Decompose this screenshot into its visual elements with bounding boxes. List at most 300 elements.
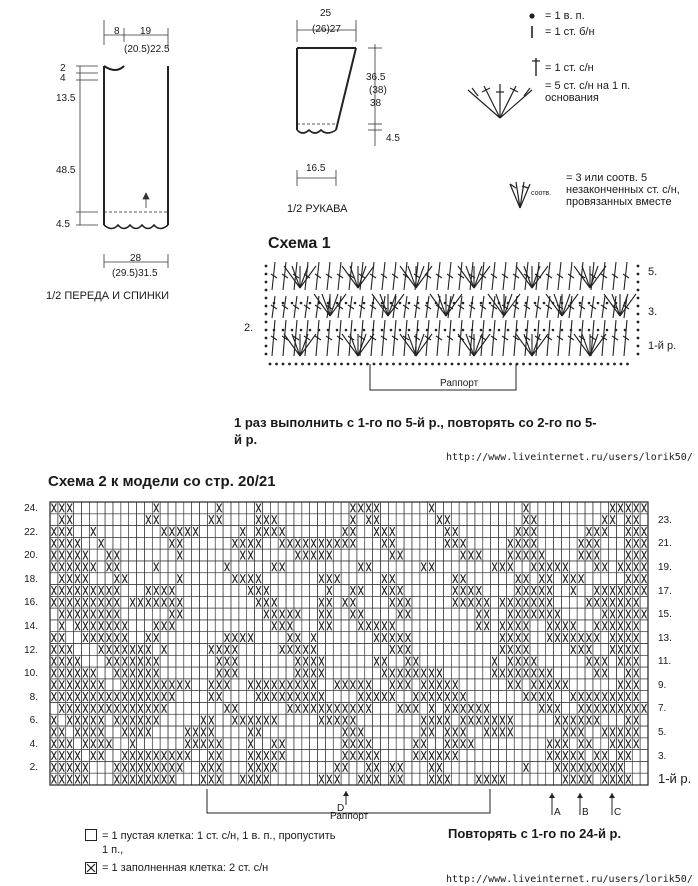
grid-cell bbox=[554, 726, 562, 738]
grid-cell bbox=[278, 585, 286, 597]
grid-cell bbox=[262, 738, 270, 750]
grid-cell-filled bbox=[445, 692, 450, 701]
grid-cell bbox=[310, 773, 318, 785]
grid-cell-filled bbox=[358, 692, 363, 701]
grid-cell-filled bbox=[138, 716, 143, 725]
grid-cell-filled bbox=[374, 751, 379, 760]
grid-cell bbox=[459, 632, 467, 644]
grid-cell bbox=[617, 514, 625, 526]
grid-cell-filled bbox=[75, 610, 80, 619]
grid-cell bbox=[459, 561, 467, 573]
grid-cell bbox=[467, 573, 475, 585]
grid-cell-filled bbox=[382, 692, 387, 701]
grid-cell bbox=[105, 526, 113, 538]
grid-cell-filled bbox=[547, 669, 552, 678]
grid-cell-filled bbox=[421, 669, 426, 678]
grid-cell bbox=[325, 761, 333, 773]
grid-cell-filled bbox=[398, 763, 403, 772]
grid-cell bbox=[388, 702, 396, 714]
grid-cell bbox=[491, 632, 499, 644]
grid-cell bbox=[144, 573, 152, 585]
grid-cell-filled bbox=[374, 763, 379, 772]
grid-cell bbox=[601, 537, 609, 549]
grid-cell bbox=[231, 585, 239, 597]
grid-cell-filled bbox=[288, 633, 293, 642]
grid-cell bbox=[223, 549, 231, 561]
grid-cell-filled bbox=[162, 763, 167, 772]
scheme2-repeat-label: Раппорт bbox=[330, 811, 369, 822]
grid-cell bbox=[609, 573, 617, 585]
grid-cell bbox=[514, 691, 522, 703]
grid-cell bbox=[420, 573, 428, 585]
grid-cell-filled bbox=[610, 763, 615, 772]
grid-cell-filled bbox=[524, 527, 529, 536]
grid-cell bbox=[491, 644, 499, 656]
grid-cell bbox=[341, 632, 349, 644]
grid-cell-filled bbox=[563, 680, 568, 689]
grid-row-label-left: 6. bbox=[29, 715, 38, 727]
grid-cell bbox=[333, 691, 341, 703]
grid-cell bbox=[333, 561, 341, 573]
grid-cell-filled bbox=[531, 515, 536, 524]
grid-cell-filled bbox=[225, 669, 230, 678]
grid-cell bbox=[349, 573, 357, 585]
grid-cell-filled bbox=[185, 751, 190, 760]
grid-cell-filled bbox=[610, 633, 615, 642]
grid-cell-filled bbox=[256, 586, 261, 595]
grid-cell-filled bbox=[539, 574, 544, 583]
grid-cell bbox=[207, 655, 215, 667]
grid-cell bbox=[443, 561, 451, 573]
grid-cell bbox=[215, 632, 223, 644]
grid-cell-filled bbox=[146, 515, 151, 524]
grid-cell-filled bbox=[311, 645, 316, 654]
grid-cell bbox=[357, 667, 365, 679]
grid-cell bbox=[318, 514, 326, 526]
grid-cell-filled bbox=[83, 610, 88, 619]
grid-cell-filled bbox=[539, 680, 544, 689]
grid-cell-filled bbox=[272, 751, 277, 760]
grid-cell-filled bbox=[594, 669, 599, 678]
grid-cell bbox=[380, 502, 388, 514]
grid-cell bbox=[223, 514, 231, 526]
grid-cell-filled bbox=[406, 704, 411, 713]
grid-cell-filled bbox=[531, 539, 536, 548]
grid-cell bbox=[349, 620, 357, 632]
grid-cell-filled bbox=[288, 621, 293, 630]
grid-cell bbox=[506, 526, 514, 538]
grid-cell-filled bbox=[83, 704, 88, 713]
grid-cell bbox=[168, 738, 176, 750]
grid-cell-filled bbox=[634, 633, 639, 642]
grid-cell-filled bbox=[264, 527, 269, 536]
grid-cell-filled bbox=[390, 551, 395, 560]
grid-cell-filled bbox=[177, 610, 182, 619]
grid-cell-filled bbox=[107, 610, 112, 619]
grid-cell bbox=[176, 585, 184, 597]
grid-cell-filled bbox=[170, 586, 175, 595]
grid-cell bbox=[89, 537, 97, 549]
grid-cell bbox=[380, 608, 388, 620]
grid-cell-filled bbox=[594, 716, 599, 725]
grid-cell-filled bbox=[579, 763, 584, 772]
grid-cell-filled bbox=[634, 645, 639, 654]
grid-cell-filled bbox=[52, 551, 57, 560]
grid-cell-filled bbox=[240, 574, 245, 583]
grid-cell-filled bbox=[642, 574, 647, 583]
grid-cell bbox=[459, 761, 467, 773]
grid-cell-filled bbox=[634, 716, 639, 725]
grid-cell-filled bbox=[52, 739, 57, 748]
grid-cell-filled bbox=[217, 775, 222, 784]
grid-cell bbox=[239, 561, 247, 573]
grid-cell-filled bbox=[634, 680, 639, 689]
grid-cell bbox=[184, 514, 192, 526]
grid-cell-filled bbox=[476, 598, 481, 607]
grid-cell bbox=[483, 644, 491, 656]
grid-cell-filled bbox=[114, 669, 119, 678]
grid-cell-filled bbox=[358, 504, 363, 513]
grid-cell bbox=[640, 679, 648, 691]
grid-cell bbox=[184, 773, 192, 785]
grid-cell-filled bbox=[500, 716, 505, 725]
grid-cell-filled bbox=[374, 633, 379, 642]
grid-cell bbox=[443, 585, 451, 597]
grid-cell bbox=[459, 773, 467, 785]
grid-cell bbox=[89, 514, 97, 526]
grid-cell-filled bbox=[122, 669, 127, 678]
grid-cell-filled bbox=[91, 586, 96, 595]
grid-cell-filled bbox=[618, 621, 623, 630]
grid-cell-filled bbox=[508, 680, 513, 689]
grid-cell bbox=[333, 608, 341, 620]
grid-cell bbox=[239, 702, 247, 714]
grid-cell bbox=[318, 738, 326, 750]
grid-cell bbox=[396, 714, 404, 726]
grid-cell bbox=[561, 608, 569, 620]
grid-cell bbox=[200, 596, 208, 608]
grid-cell-filled bbox=[618, 633, 623, 642]
grid-cell-filled bbox=[374, 775, 379, 784]
grid-cell bbox=[561, 502, 569, 514]
grid-cell bbox=[215, 620, 223, 632]
grid-cell-filled bbox=[201, 763, 206, 772]
grid-cell bbox=[554, 549, 562, 561]
grid-cell bbox=[74, 738, 82, 750]
grid-cell bbox=[160, 549, 168, 561]
grid-cell bbox=[412, 632, 420, 644]
grid-cell-filled bbox=[351, 527, 356, 536]
grid-cell bbox=[81, 537, 89, 549]
grid-cell-filled bbox=[264, 763, 269, 772]
grid-cell bbox=[160, 738, 168, 750]
grid-cell bbox=[593, 514, 601, 526]
grid-cell bbox=[294, 761, 302, 773]
grid-cell bbox=[459, 655, 467, 667]
grid-cell bbox=[483, 761, 491, 773]
grid-cell bbox=[223, 620, 231, 632]
grid-cell bbox=[215, 726, 223, 738]
grid-cell-filled bbox=[437, 692, 442, 701]
grid-cell-filled bbox=[327, 716, 332, 725]
grid-cell-filled bbox=[303, 539, 308, 548]
grid-cell-filled bbox=[52, 527, 57, 536]
grid-cell bbox=[239, 514, 247, 526]
grid-cell bbox=[640, 750, 648, 762]
grid-cell bbox=[302, 514, 310, 526]
grid-cell bbox=[569, 549, 577, 561]
grid-cell-filled bbox=[232, 574, 237, 583]
grid-cell-filled bbox=[563, 621, 568, 630]
grid-cell bbox=[514, 702, 522, 714]
grid-cell bbox=[404, 561, 412, 573]
grid-cell bbox=[310, 585, 318, 597]
grid-cell-filled bbox=[114, 692, 119, 701]
grid-row-label-right: 13. bbox=[658, 632, 672, 644]
grid-cell bbox=[325, 726, 333, 738]
grid-cell bbox=[577, 596, 585, 608]
grid-cell bbox=[349, 632, 357, 644]
grid-cell-filled bbox=[602, 657, 607, 666]
grid-cell-filled bbox=[358, 739, 363, 748]
grid-cell bbox=[396, 514, 404, 526]
grid-cell-filled bbox=[500, 728, 505, 737]
grid-cell-filled bbox=[170, 621, 175, 630]
grid-cell-filled bbox=[563, 728, 568, 737]
grid-cell bbox=[436, 561, 444, 573]
grid-cell bbox=[412, 679, 420, 691]
grid-cell bbox=[278, 726, 286, 738]
grid-cell bbox=[585, 585, 593, 597]
grid-cell-filled bbox=[280, 645, 285, 654]
grid-cell bbox=[192, 761, 200, 773]
grid-cell-filled bbox=[610, 610, 615, 619]
grid-cell bbox=[499, 585, 507, 597]
grid-cell bbox=[483, 750, 491, 762]
grid-cell bbox=[467, 750, 475, 762]
grid-cell-filled bbox=[91, 739, 96, 748]
grid-cell bbox=[294, 561, 302, 573]
grid-cell-filled bbox=[67, 504, 72, 513]
grid-cell-filled bbox=[91, 680, 96, 689]
grid-cell-filled bbox=[484, 704, 489, 713]
grid-cell bbox=[569, 702, 577, 714]
grid-cell-filled bbox=[421, 728, 426, 737]
grid-cell-filled bbox=[547, 562, 552, 571]
grid-cell bbox=[239, 608, 247, 620]
grid-cell bbox=[302, 726, 310, 738]
grid-cell-filled bbox=[327, 775, 332, 784]
sleeve-right-dim-2: (38) bbox=[369, 85, 387, 96]
grid-cell-filled bbox=[264, 716, 269, 725]
grid-cell-filled bbox=[547, 621, 552, 630]
grid-cell-filled bbox=[500, 633, 505, 642]
grid-cell bbox=[223, 714, 231, 726]
grid-cell bbox=[436, 549, 444, 561]
grid-cell bbox=[601, 502, 609, 514]
grid-cell-filled bbox=[75, 562, 80, 571]
grid-cell-filled bbox=[146, 775, 151, 784]
grid-cell-filled bbox=[154, 504, 159, 513]
grid-cell-filled bbox=[130, 657, 135, 666]
grid-cell-filled bbox=[531, 657, 536, 666]
grid-cell-filled bbox=[107, 586, 112, 595]
grid-cell-filled bbox=[146, 645, 151, 654]
grid-cell bbox=[499, 738, 507, 750]
grid-cell-filled bbox=[107, 645, 112, 654]
grid-cell bbox=[617, 667, 625, 679]
grid-cell bbox=[467, 773, 475, 785]
grid-cell bbox=[577, 585, 585, 597]
grid-cell-filled bbox=[374, 657, 379, 666]
grid-cell-filled bbox=[217, 763, 222, 772]
grid-cell bbox=[483, 549, 491, 561]
grid-cell bbox=[168, 549, 176, 561]
grid-cell bbox=[223, 502, 231, 514]
grid-cell bbox=[255, 561, 263, 573]
grid-cell-filled bbox=[295, 539, 300, 548]
grid-cell-filled bbox=[398, 598, 403, 607]
grid-cell-filled bbox=[59, 763, 64, 772]
body-left-dim-1: 2 bbox=[60, 63, 66, 74]
grid-cell-filled bbox=[634, 704, 639, 713]
grid-cell bbox=[609, 549, 617, 561]
grid-cell bbox=[137, 526, 145, 538]
grid-cell-filled bbox=[327, 598, 332, 607]
grid-cell-filled bbox=[225, 680, 230, 689]
grid-cell-filled bbox=[413, 704, 418, 713]
grid-cell bbox=[577, 679, 585, 691]
grid-cell-filled bbox=[177, 680, 182, 689]
grid-cell-filled bbox=[107, 692, 112, 701]
grid-cell bbox=[546, 514, 554, 526]
grid-cell-filled bbox=[177, 539, 182, 548]
grid-cell bbox=[569, 667, 577, 679]
grid-cell-filled bbox=[555, 610, 560, 619]
grid-cell bbox=[325, 644, 333, 656]
grid-cell bbox=[310, 514, 318, 526]
grid-cell-filled bbox=[232, 539, 237, 548]
grid-cell-filled bbox=[52, 598, 57, 607]
grid-cell bbox=[467, 691, 475, 703]
grid-cell-filled bbox=[114, 633, 119, 642]
grid-cell bbox=[129, 502, 137, 514]
grid-cell bbox=[491, 620, 499, 632]
grid-cell bbox=[577, 526, 585, 538]
grid-cell bbox=[223, 738, 231, 750]
grid-cell-filled bbox=[594, 539, 599, 548]
grid-cell-filled bbox=[146, 669, 151, 678]
grid-cell-filled bbox=[421, 680, 426, 689]
grid-cell-filled bbox=[59, 680, 64, 689]
grid-cell bbox=[262, 502, 270, 514]
grid-cell bbox=[302, 738, 310, 750]
grid-cell bbox=[420, 526, 428, 538]
grid-cell bbox=[380, 750, 388, 762]
grid-cell-filled bbox=[602, 669, 607, 678]
grid-cell bbox=[302, 714, 310, 726]
grid-cell-filled bbox=[232, 716, 237, 725]
grid-cell-filled bbox=[437, 515, 442, 524]
grid-cell bbox=[499, 514, 507, 526]
grid-cell-filled bbox=[618, 504, 623, 513]
grid-cell-filled bbox=[382, 586, 387, 595]
grid-cell bbox=[530, 773, 538, 785]
grid-cell-filled bbox=[91, 704, 96, 713]
grid-cell-filled bbox=[398, 586, 403, 595]
grid-cell bbox=[184, 561, 192, 573]
grid-cell-filled bbox=[232, 633, 237, 642]
grid-cell bbox=[538, 761, 546, 773]
grid-cell bbox=[105, 750, 113, 762]
grid-cell-filled bbox=[382, 574, 387, 583]
grid-cell-filled bbox=[626, 551, 631, 560]
grid-cell bbox=[522, 726, 530, 738]
grid-cell bbox=[357, 644, 365, 656]
grid-cell-filled bbox=[114, 621, 119, 630]
grid-cell bbox=[176, 514, 184, 526]
grid-cell bbox=[310, 608, 318, 620]
grid-cell bbox=[475, 573, 483, 585]
grid-cell-filled bbox=[634, 598, 639, 607]
grid-cell-filled bbox=[421, 692, 426, 701]
grid-cell bbox=[373, 714, 381, 726]
grid-cell-filled bbox=[398, 633, 403, 642]
grid-cell bbox=[325, 502, 333, 514]
grid-cell bbox=[428, 549, 436, 561]
grid-cell-filled bbox=[319, 704, 324, 713]
grid-cell bbox=[184, 702, 192, 714]
grid-cell bbox=[412, 502, 420, 514]
grid-cell bbox=[286, 526, 294, 538]
grid-cell bbox=[160, 714, 168, 726]
grid-cell bbox=[506, 738, 514, 750]
grid-cell-filled bbox=[75, 598, 80, 607]
grid-cell bbox=[89, 655, 97, 667]
grid-cell bbox=[404, 738, 412, 750]
sleeve-pattern-label: 1/2 РУКАВА bbox=[287, 203, 348, 215]
grid-cell bbox=[184, 502, 192, 514]
grid-cell bbox=[451, 714, 459, 726]
grid-cell-filled bbox=[264, 610, 269, 619]
grid-cell bbox=[483, 667, 491, 679]
grid-cell-filled bbox=[335, 716, 340, 725]
grid-cell bbox=[192, 549, 200, 561]
grid-cell-filled bbox=[99, 598, 104, 607]
grid-cell-filled bbox=[602, 610, 607, 619]
grid-cell-filled bbox=[602, 692, 607, 701]
grid-cell-filled bbox=[429, 751, 434, 760]
grid-cell bbox=[467, 526, 475, 538]
grid-cell-filled bbox=[59, 539, 64, 548]
grid-cell-filled bbox=[185, 728, 190, 737]
grid-cell-filled bbox=[626, 704, 631, 713]
grid-cell bbox=[365, 655, 373, 667]
grid-cell bbox=[74, 526, 82, 538]
grid-cell bbox=[483, 585, 491, 597]
grid-cell bbox=[577, 502, 585, 514]
grid-cell-filled bbox=[555, 751, 560, 760]
grid-cell bbox=[333, 620, 341, 632]
grid-cell bbox=[420, 585, 428, 597]
grid-cell-filled bbox=[642, 562, 647, 571]
grid-cell bbox=[443, 761, 451, 773]
grid-cell bbox=[270, 573, 278, 585]
grid-cell-filled bbox=[453, 751, 458, 760]
grid-cell-filled bbox=[59, 610, 64, 619]
grid-cell bbox=[160, 537, 168, 549]
grid-cell bbox=[640, 655, 648, 667]
